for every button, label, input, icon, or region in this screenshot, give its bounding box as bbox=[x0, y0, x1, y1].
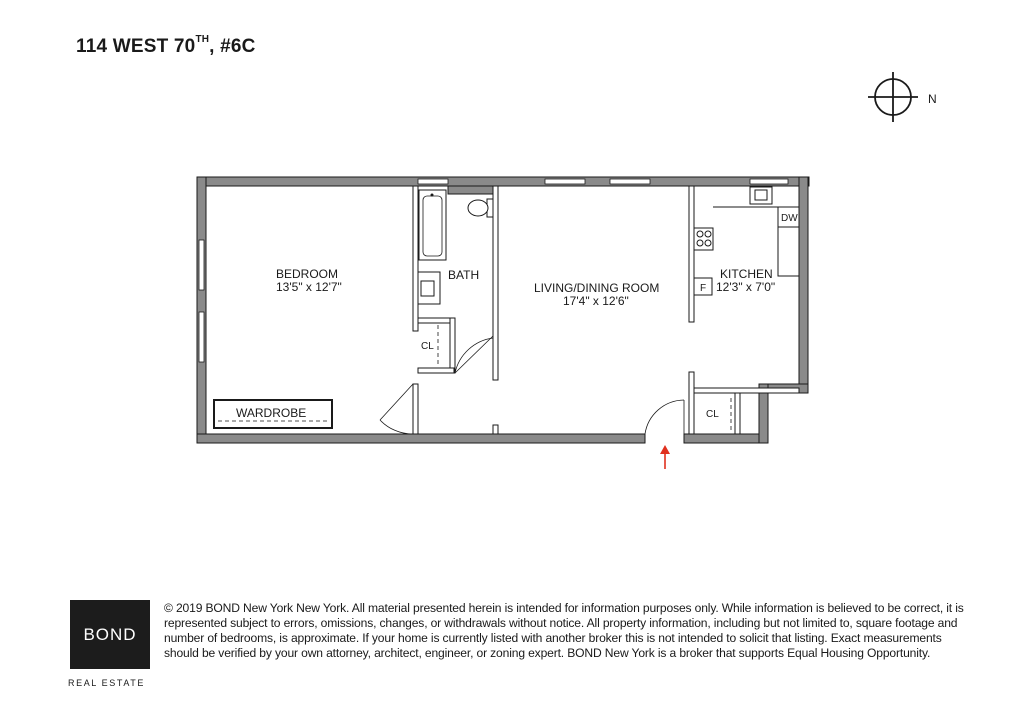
bedroom-dims: 13'5" x 12'7" bbox=[276, 280, 342, 294]
disclaimer-text: © 2019 BOND New York New York. All material presented herein is intended for information purposes only. While information is believed to be correct, it is represented subject to errors, omissions, changes, or withdrawals without notice. All property information, including but not limited to, square footage and number of bedrooms, is approximate. If your home is currently listed with another broker this is not intended to solicit that listing. Exact measurements should be verified by your own attorney, architect, engineer, or zoning expert. BOND New York is a broker that supports Equal Housing Opportunity. bbox=[164, 601, 964, 660]
dishwasher-label: DW bbox=[781, 213, 798, 224]
entry-arrow-icon bbox=[660, 445, 670, 469]
logo-subtitle: REAL ESTATE bbox=[68, 678, 145, 688]
title-main: 114 WEST 70 bbox=[76, 36, 196, 57]
title-tail: , #6C bbox=[209, 36, 256, 57]
toilet-icon bbox=[468, 199, 493, 217]
wardrobe-label: WARDROBE bbox=[236, 406, 307, 420]
bath-closet-label: CL bbox=[421, 341, 434, 352]
living-name: LIVING/DINING ROOM bbox=[534, 281, 660, 295]
sink-icon bbox=[418, 272, 440, 304]
compass-north-label: N bbox=[928, 92, 937, 106]
living-dims: 17'4" x 12'6" bbox=[563, 294, 629, 308]
kitchen-name: KITCHEN bbox=[720, 267, 773, 281]
logo-text: BOND bbox=[83, 624, 137, 644]
bond-logo bbox=[70, 600, 150, 669]
bathtub-icon bbox=[419, 190, 446, 260]
entry-closet-label: CL bbox=[706, 409, 719, 420]
interior-walls bbox=[413, 186, 799, 434]
bedroom-name: BEDROOM bbox=[276, 267, 339, 281]
title-superscript: TH bbox=[195, 34, 210, 45]
bath-name: BATH bbox=[448, 268, 480, 282]
kitchen-dims: 12'3" x 7'0" bbox=[716, 280, 776, 294]
compass-icon bbox=[868, 72, 918, 122]
fridge-label: F bbox=[700, 283, 707, 294]
